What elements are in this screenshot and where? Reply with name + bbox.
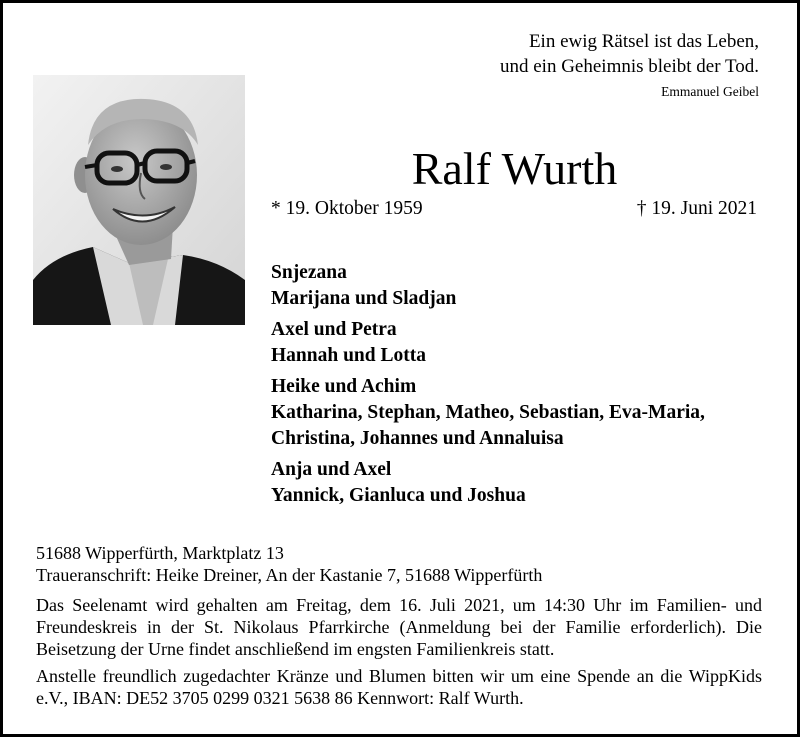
mourner-line: Hannah und Lotta xyxy=(271,345,426,366)
service-paragraph: Das Seelenamt wird gehalten am Freitag, dem 16. Juli 2021, um 14:30 Uhr im Familien- und Freundeskreis in der St. Nikolaus Pfarrkirche (Anmeldung bei der Familie erforderlich). Die Beisetzung der Urne findet anschließend im engsten Familienkreis statt. xyxy=(36,595,762,659)
mourner-line: Marijana und Sladjan xyxy=(271,288,457,309)
mourner-line: Axel und Petra xyxy=(271,319,397,340)
mourner-group xyxy=(271,317,771,369)
quote-line-1: Ein ewig Rätsel ist das Leben, xyxy=(528,31,759,52)
mourner-line: Snjezana xyxy=(271,262,347,283)
mourner-line: Anja und Axel xyxy=(271,459,392,480)
mourners-list xyxy=(271,260,771,514)
mourner-group xyxy=(271,374,771,452)
mourner-group xyxy=(271,457,771,509)
mourner-line: Christina, Johannes und Annaluisa xyxy=(271,428,564,449)
quote-line-2: und ein Geheimnis bleibt der Tod. xyxy=(500,56,759,77)
mourning-address: Traueranschrift: Heike Dreiner, An der Kastanie 7, 51688 Wipperfürth xyxy=(36,565,543,585)
mourner-line: Yannick, Gianluca und Joshua xyxy=(271,485,526,506)
quote-block xyxy=(439,29,759,102)
birth-date: * 19. Oktober 1959 xyxy=(271,198,423,219)
mourner-line: Heike und Achim xyxy=(271,376,417,397)
mourner-group xyxy=(271,260,771,312)
portrait-photo xyxy=(33,75,245,325)
mourner-line: Katharina, Stephan, Matheo, Sebastian, Eva-Maria, xyxy=(271,402,705,423)
info-block xyxy=(36,542,762,709)
deceased-name: Ralf Wurth xyxy=(411,143,618,194)
donation-paragraph: Anstelle freundlich zugedachter Kränze und Blumen bitten wir um eine Spende an die WippKids e.V., IBAN: DE52 3705 0299 0321 5638 86 Kennwort: Ralf Wurth. xyxy=(36,666,762,708)
death-date: † 19. Juni 2021 xyxy=(636,198,757,219)
quote-author: Emmanuel Geibel xyxy=(661,84,759,99)
residence-address: 51688 Wipperfürth, Marktplatz 13 xyxy=(36,543,284,563)
